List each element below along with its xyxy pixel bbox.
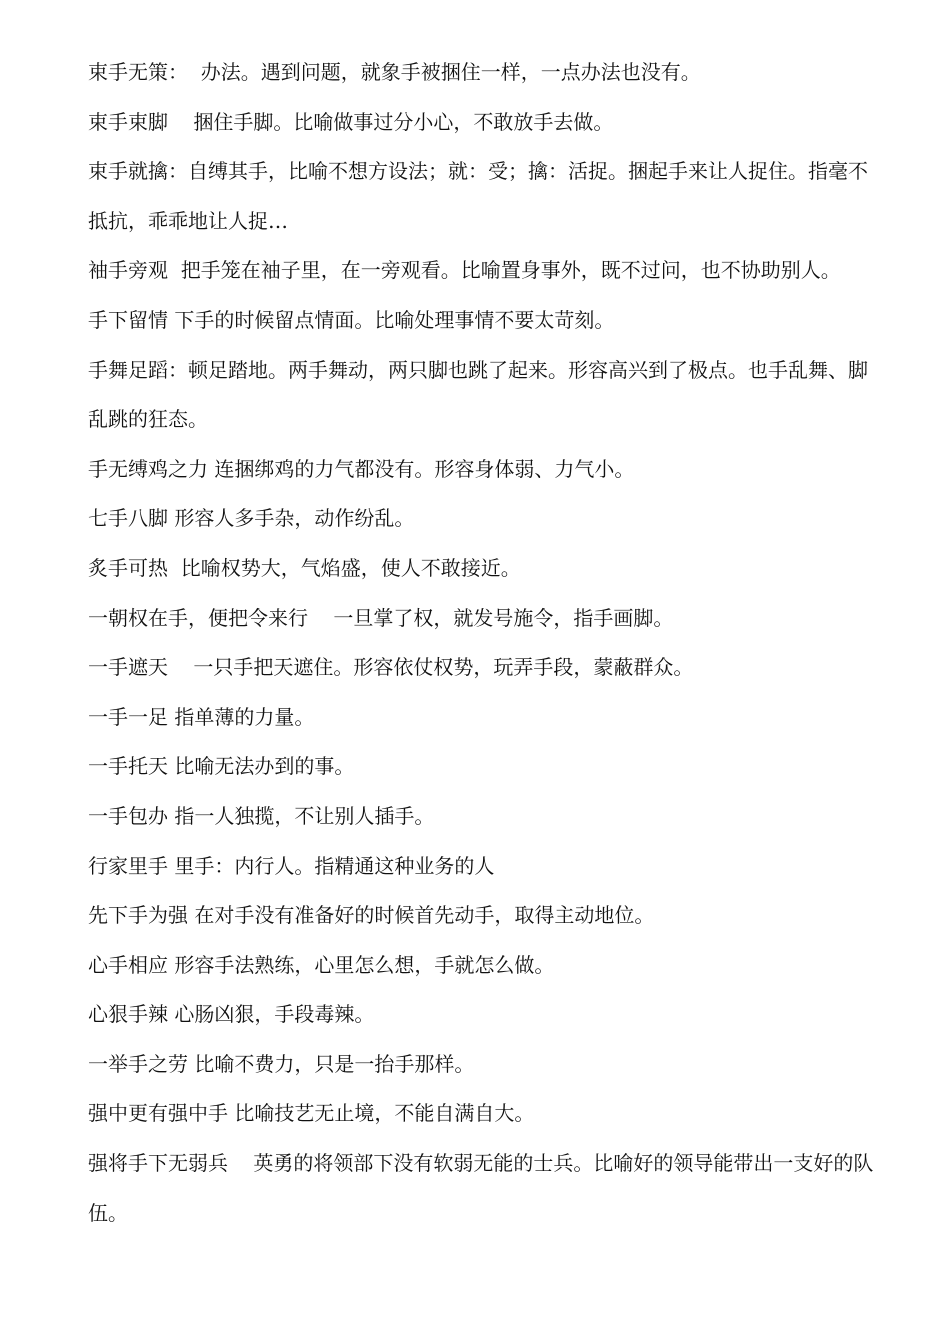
idiom-entry: 行家里手 里手：内行人。指精通这种业务的人 xyxy=(88,853,495,878)
document-page xyxy=(88,48,878,1238)
idiom-entry: 一举手之劳 比喻不费力，只是一抬手那样。 xyxy=(88,1051,475,1076)
idiom-entry: 束手就擒：自缚其手，比喻不想方设法；就：受；擒：活捉。捆起手来让人捉住。指毫不抵抗，乖乖地让人捉… xyxy=(88,159,868,233)
idiom-entry: 一手一足 指单薄的力量。 xyxy=(88,704,315,729)
idiom-entry: 一手遮天 一只手把天遮住。形容依仗权势，玩弄手段，蒙蔽群众。 xyxy=(88,655,694,680)
idiom-entry: 七手八脚 形容人多手杂，动作纷乱。 xyxy=(88,506,415,531)
idiom-entry: 炙手可热 比喻权势大，气焰盛，使人不敢接近。 xyxy=(88,555,521,580)
idiom-entry: 手下留情 下手的时候留点情面。比喻处理事情不要太苛刻。 xyxy=(88,307,615,332)
idiom-entry: 强将手下无弱兵 英勇的将领部下没有软弱无能的士兵。比喻好的领导能带出一支好的队伍。 xyxy=(88,1151,874,1225)
idiom-entry: 束手束脚 捆住手脚。比喻做事过分小心，不敢放手去做。 xyxy=(88,109,614,134)
idiom-entry: 强中更有强中手 比喻技艺无止境，不能自满自大。 xyxy=(88,1101,535,1126)
idiom-entry: 手舞足蹈：顿足踏地。两手舞动，两只脚也跳了起来。形容高兴到了极点。也手乱舞、脚乱跳的狂态。 xyxy=(88,357,868,432)
idiom-entry: 手无缚鸡之力 连捆绑鸡的力气都没有。形容身体弱、力气小。 xyxy=(88,456,635,481)
idiom-entry: 一手包办 指一人独揽，不让别人插手。 xyxy=(88,803,435,828)
idiom-entry: 先下手为强 在对手没有准备好的时候首先动手，取得主动地位。 xyxy=(88,903,655,928)
idiom-entry: 心手相应 形容手法熟练，心里怎么想，手就怎么做。 xyxy=(88,952,555,977)
idiom-entry: 袖手旁观 把手笼在袖子里，在一旁观看。比喻置身事外，既不过问，也不协助别人。 xyxy=(88,258,841,283)
idiom-entry: 一朝权在手，便把令来行 一旦掌了权，就发号施令，指手画脚。 xyxy=(88,605,674,630)
idiom-entry: 束手无策： 办法。遇到问题，就象手被捆住一样，一点办法也没有。 xyxy=(88,60,701,84)
idiom-entry: 一手托天 比喻无法办到的事。 xyxy=(88,754,355,779)
idiom-entry: 心狠手辣 心肠凶狠，手段毒辣。 xyxy=(88,1002,375,1027)
